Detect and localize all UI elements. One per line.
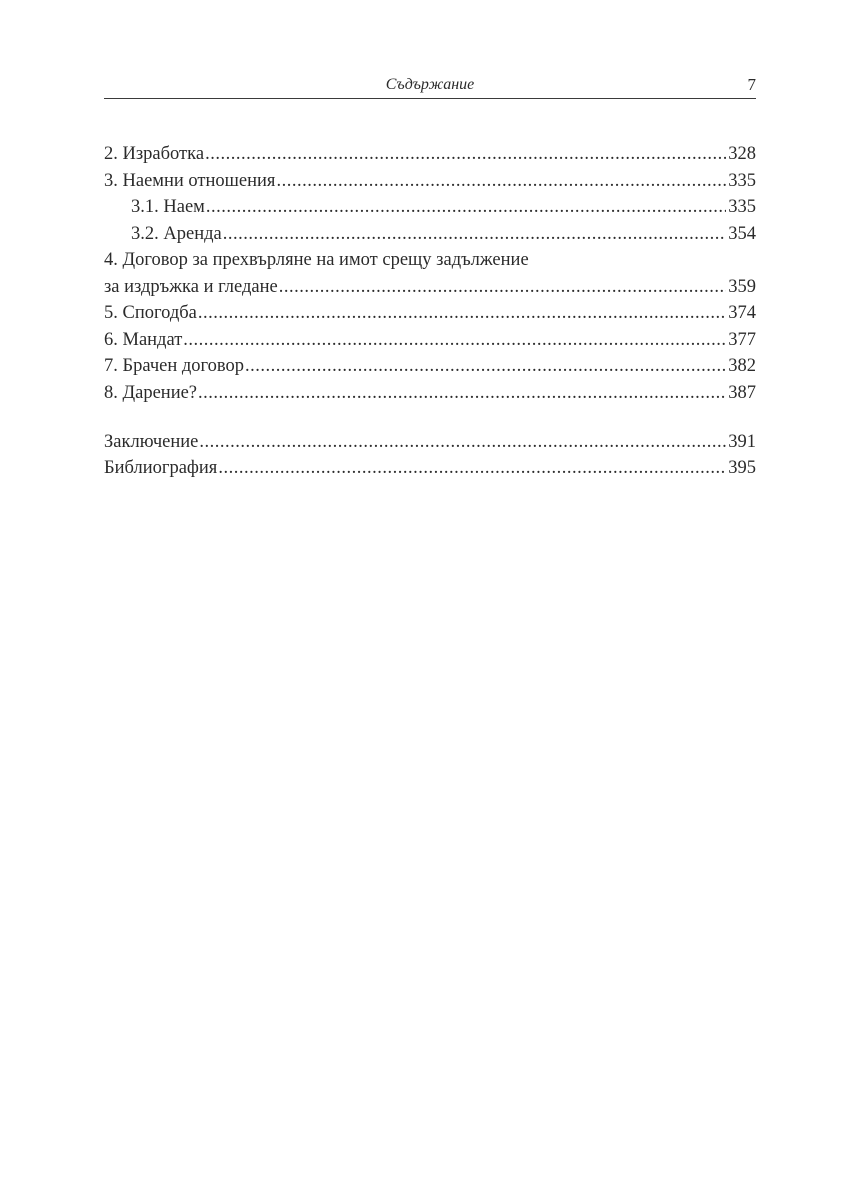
toc-entry-dogovor-prehvarlyane-line2[interactable] bbox=[104, 274, 756, 301]
toc-entry-page: 374 bbox=[728, 303, 756, 323]
toc-entry-page: 395 bbox=[728, 458, 756, 478]
toc-entry-zaklyuchenie[interactable] bbox=[104, 429, 756, 456]
table-of-contents bbox=[104, 141, 756, 482]
toc-leader-dots bbox=[206, 194, 726, 221]
page-number: 7 bbox=[747, 75, 756, 94]
toc-entry-label: Библиография bbox=[104, 458, 218, 478]
running-title: Съдържание bbox=[385, 76, 475, 93]
toc-entry-mandat[interactable] bbox=[104, 327, 756, 354]
toc-entry-page: 387 bbox=[728, 382, 756, 403]
toc-leader-dots bbox=[279, 274, 727, 301]
toc-entry-page: 377 bbox=[728, 329, 756, 350]
toc-entry-page: 335 bbox=[728, 197, 756, 217]
toc-entry-izrabotka[interactable] bbox=[104, 141, 756, 168]
toc-entry-label: 3.1. Наем bbox=[131, 197, 205, 217]
toc-entry-naem[interactable] bbox=[104, 194, 756, 221]
toc-entry-label: 5. Спогодба bbox=[104, 303, 197, 323]
toc-leader-dots bbox=[198, 380, 726, 407]
toc-entry-label: 6. Мандат bbox=[104, 329, 183, 350]
toc-entry-label: 8. Дарение? bbox=[104, 382, 198, 403]
toc-entry-page: 382 bbox=[728, 356, 756, 376]
toc-leader-dots bbox=[276, 168, 726, 195]
toc-entry-label: 4. Договор за прехвърляне на имот срещу задължение bbox=[104, 250, 529, 270]
toc-leader-dots bbox=[205, 141, 726, 168]
toc-leader-dots bbox=[223, 221, 727, 248]
toc-entry-page: 328 bbox=[728, 144, 756, 164]
toc-entry-spogodba[interactable] bbox=[104, 300, 756, 327]
toc-entry-darenie[interactable] bbox=[104, 380, 756, 407]
toc-entry-page: 391 bbox=[728, 431, 756, 452]
toc-entry-label: Заключение bbox=[104, 431, 199, 452]
toc-leader-dots bbox=[183, 327, 726, 354]
toc-leader-dots bbox=[218, 455, 726, 482]
toc-leader-dots bbox=[199, 429, 726, 456]
toc-entry-label-continuation: за издръжка и гледане bbox=[104, 276, 278, 297]
toc-entry-dogovor-prehvarlyane-line1[interactable] bbox=[104, 247, 756, 274]
toc-entry-brachen-dogovor[interactable] bbox=[104, 353, 756, 380]
toc-entry-label: 3.2. Аренда bbox=[131, 223, 222, 244]
toc-leader-dots bbox=[198, 300, 726, 327]
toc-entry-label: 3. Наемни отношения bbox=[104, 170, 276, 191]
toc-entry-arenda[interactable] bbox=[104, 221, 756, 248]
toc-entry-page: 354 bbox=[728, 223, 756, 244]
toc-entry-label: 7. Брачен договор bbox=[104, 356, 245, 376]
toc-leader-dots bbox=[245, 353, 726, 380]
running-header bbox=[104, 74, 756, 99]
toc-entry-page: 335 bbox=[728, 170, 756, 191]
toc-entry-bibliografiya[interactable] bbox=[104, 455, 756, 482]
toc-entry-page: 359 bbox=[728, 276, 756, 297]
toc-entry-label: 2. Изработка bbox=[104, 144, 205, 164]
toc-entry-naemni-otnosheniya[interactable] bbox=[104, 168, 756, 195]
